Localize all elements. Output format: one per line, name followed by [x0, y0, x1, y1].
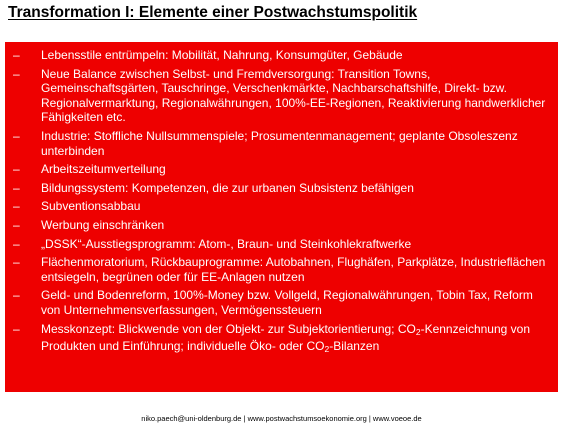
slide-title: Transformation I: Elemente einer Postwachstumspolitik	[8, 4, 418, 21]
list-item	[13, 218, 550, 233]
list-item	[13, 181, 550, 196]
list-item-text: Industrie: Stoffliche Nullsummenspiele; Prosumentenmanagement; geplante Obsoleszenz unterbinden	[41, 128, 518, 158]
list-item	[13, 162, 550, 177]
footer-contact: niko.paech@uni-oldenburg.de | www.postwachstumsoekonomie.org | www.voeoe.de	[141, 414, 422, 423]
bullet-dash: –	[13, 180, 20, 195]
list-item-text: Bildungssystem: Kompetenzen, die zur urbanen Subsistenz befähigen	[41, 180, 414, 195]
bullet-dash: –	[13, 48, 20, 62]
subscript-two: 2	[415, 326, 421, 337]
list-item	[13, 48, 550, 63]
list-item	[13, 288, 550, 317]
bullet-dash: –	[13, 199, 20, 214]
list-item-text-part: -Kennzeichnung von Produkten und Einführung; individuelle Öko- oder CO	[41, 321, 530, 354]
content-box	[5, 42, 558, 392]
bullet-dash: –	[13, 217, 20, 232]
list-item	[13, 67, 550, 125]
bullet-dash: –	[13, 128, 20, 143]
list-item-text: Werbung einschränken	[41, 217, 165, 232]
bullet-dash: –	[13, 162, 20, 177]
list-item-text: Arbeitszeitumverteilung	[41, 162, 166, 177]
list-item-text: Geld- und Bodenreform, 100%-Money bzw. Vollgeld, Regionalwährungen, Tobin Tax, Reform von Unternehmensverfassungen, Vermögenssteuern	[41, 288, 533, 317]
bullet-dash: –	[13, 288, 20, 303]
list-item-text: „DSSK“-Ausstiegsprogramm: Atom-, Braun- und Steinkohlekraftwerke	[41, 236, 412, 251]
list-item	[13, 129, 550, 158]
bullet-dash: –	[13, 236, 20, 251]
list-item-text: Neue Balance zwischen Selbst- und Fremdversorgung: Transition Towns, Gemeinschaftsgärten, Tauschringe, Verschenkmärkte, Nachbarschaftshilfe, Direkt- bzw. Regionalvermarktung, Regionalwährungen, 100%-EE-Regionen, Reaktivierung handwerklicher Fähigkeiten etc.	[41, 66, 546, 125]
list-item-text-part: Messkonzept: Blickwende von der Objekt- zur Subjektorientierung; CO	[41, 321, 416, 336]
bullet-dash: –	[13, 321, 20, 336]
list-item	[13, 199, 550, 214]
list-item-text	[41, 322, 550, 357]
list-item	[13, 237, 550, 252]
list-item-text-part: -Bilanzen	[329, 339, 380, 354]
bullet-dash: –	[13, 255, 20, 270]
list-item-text: Subventionsabbau	[41, 199, 141, 214]
list-item-text: Flächenmoratorium, Rückbauprogramme: Autobahnen, Flughäfen, Parkplätze, Industrieflächen entsiegeln, begrünen oder für EE-Anlagen nutzen	[41, 255, 546, 284]
list-item	[13, 322, 550, 357]
list-item	[13, 255, 550, 284]
subscript-two: 2	[324, 344, 330, 355]
list-item-text: Lebensstile entrümpeln: Mobilität, Nahrung, Konsumgüter, Gebäude	[41, 48, 403, 62]
bullet-dash: –	[13, 66, 20, 81]
